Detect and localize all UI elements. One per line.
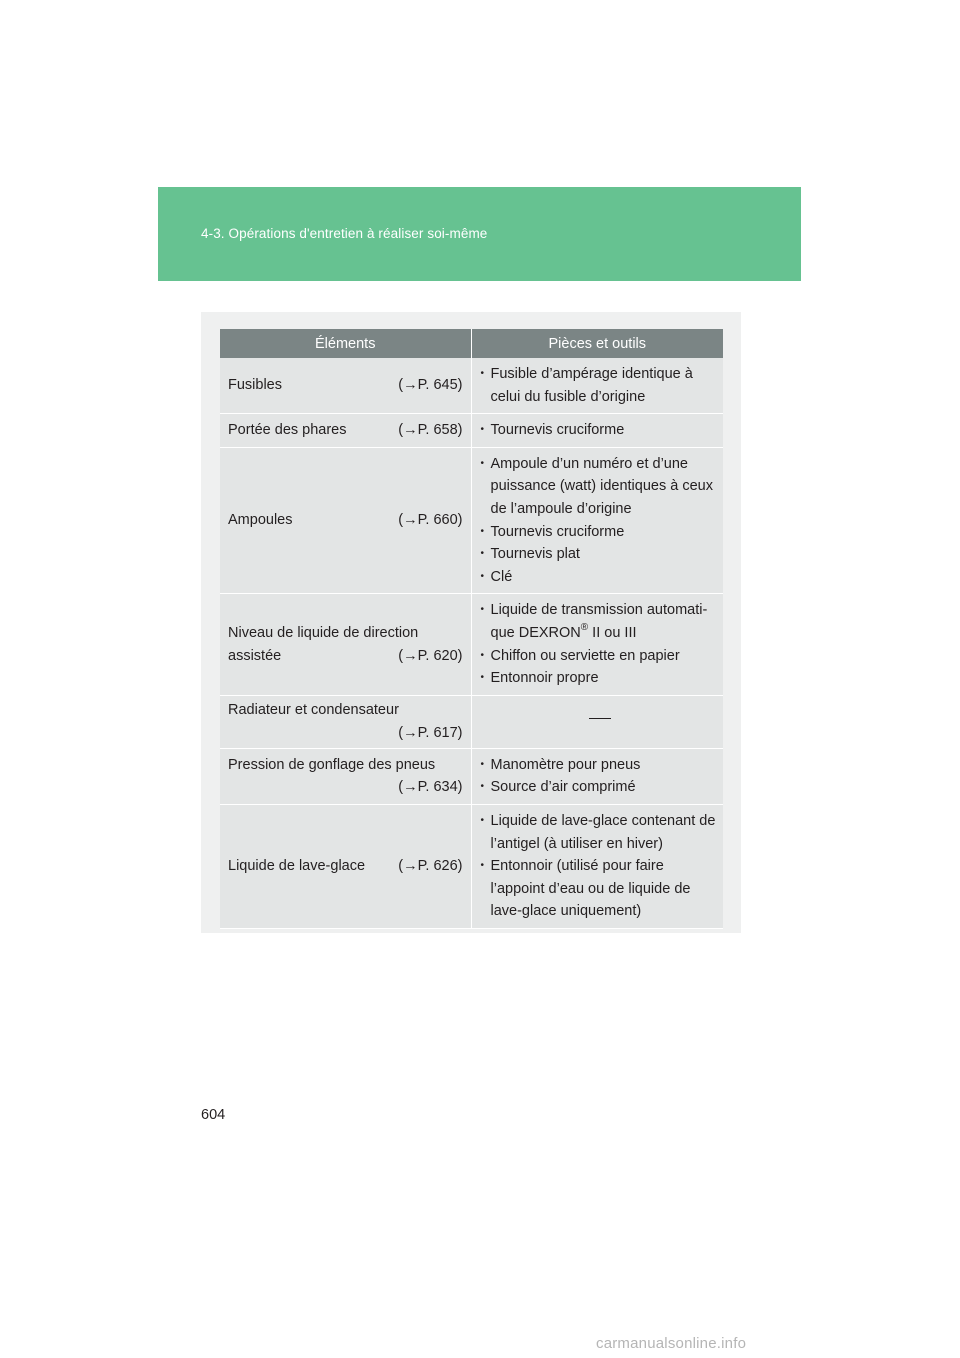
item-name: Radiateur et condensateur [228,702,399,719]
item-cell [220,447,471,594]
page-reference: (→P. 634) [398,779,463,796]
parts-tools-panel [201,312,741,933]
item-name: Ampoules [228,512,293,529]
item-cell [220,748,471,804]
list-item: • Tournevis plat [481,543,720,566]
page-number: 604 [201,1107,226,1123]
column-header-tools: Pièces et outils [471,329,723,358]
tools-cell [471,594,723,695]
item-cell [220,695,471,748]
list-item-text: Liquide de transmission automati-que DEXRON [490,602,708,641]
item-cell [220,358,471,414]
item-name: Pression de gonflage des pneus [228,756,436,773]
tools-cell [471,447,723,594]
list-item: • Liquide de lave-glace contenant de l’antigel (à utiliser en hiver) [481,810,720,855]
tools-cell [471,358,723,414]
list-item: • Manomètre pour pneus [481,754,720,777]
tools-cell [471,804,723,928]
tools-cell [471,748,723,804]
table-row [220,748,723,804]
list-item-text-end: II ou III [588,624,637,641]
item-cell [220,414,471,448]
table-header-row [220,329,723,358]
table-row [220,594,723,695]
item-name-line1: Niveau de liquide de direction [228,624,419,641]
item-name: Fusibles [228,377,282,394]
registered-mark: ® [580,622,589,634]
table-row [220,695,723,748]
item-name: Liquide de lave-glace [228,858,366,875]
section-header-band [158,187,801,281]
tools-cell [471,414,723,448]
section-title: 4-3. Opérations d'entretien à réaliser soi-même [201,226,488,241]
page-reference: (→P. 626) [398,858,463,875]
list-item: • Entonnoir (utilisé pour faire l’appoint d’eau ou de liquide de lave-glace uniquement) [481,855,720,923]
list-item: • Entonnoir propre [481,667,720,690]
list-item: • Tournevis cruciforme [481,521,720,544]
column-header-items: Éléments [220,329,471,358]
item-cell [220,804,471,928]
list-item: • Tournevis cruciforme [481,419,720,442]
table-row [220,358,723,414]
page-reference: (→P. 660) [398,512,463,529]
list-item: • Clé [481,566,720,589]
no-tools-dash [589,718,611,719]
list-item: • Chiffon ou serviette en papier [481,645,720,668]
table-row [220,804,723,928]
list-item: • Source d’air comprimé [481,776,720,799]
tools-cell [471,695,723,748]
table-row [220,414,723,448]
list-item: • Fusible d’ampérage identique à celui du fusible d’origine [481,363,720,408]
page-reference: (→P. 658) [398,422,463,439]
parts-tools-table [220,329,723,929]
watermark: carmanualsonline.info [596,1335,747,1352]
item-name: Portée des phares [228,422,347,439]
table-row [220,447,723,594]
list-item [481,599,720,644]
page-reference: (→P. 620) [398,647,463,664]
item-cell [220,594,471,695]
item-name-line2: assistée [228,647,282,664]
page-reference: (→P. 617) [398,724,463,741]
page-reference: (→P. 645) [398,377,463,394]
list-item: • Ampoule d’un numéro et d’une puissance (watt) identiques à ceux de l’ampoule d’origine [481,453,720,521]
